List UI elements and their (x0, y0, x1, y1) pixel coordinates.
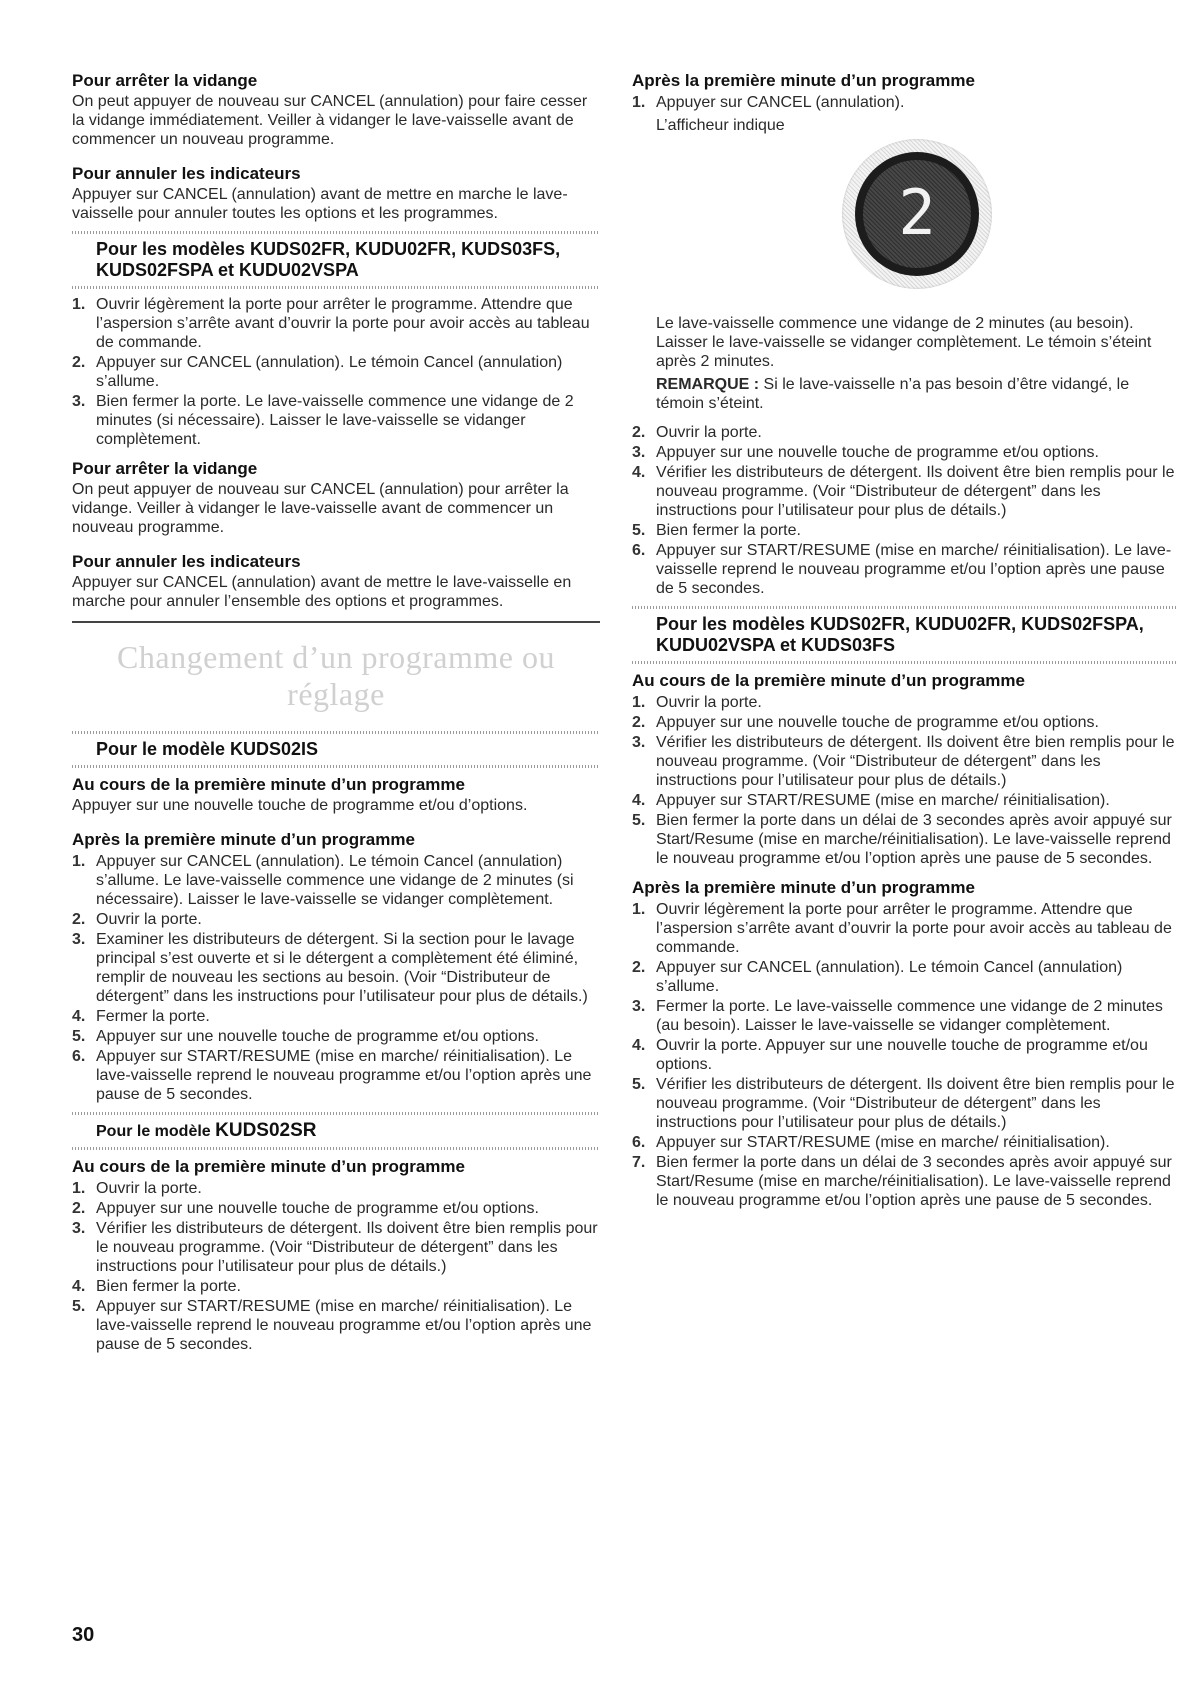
step-item (72, 1219, 600, 1276)
display-ring (855, 152, 979, 276)
model-box (72, 231, 600, 289)
section-heading: Pour annuler les indicateurs (72, 164, 301, 183)
dotted-divider (72, 1147, 600, 1150)
step-item (632, 900, 1177, 957)
step-text: Appuyer sur START/RESUME (mise en marche/ réinitialisation). Le lave-vaisselle reprend le nouveau programme et/ou l’option après une pause de 5 secondes. (656, 542, 1172, 597)
model-box (72, 1112, 600, 1150)
step-item (72, 295, 600, 352)
step-number: 3. (72, 931, 86, 948)
step-text: Ouvrir légèrement la porte pour arrêter le programme. Attendre que l’aspersion s’arrête avant d’ouvrir la porte pour avoir accès au tableau de commande. (656, 901, 1172, 956)
paragraph: Appuyer sur une nouvelle touche de programme et/ou d’options. (72, 797, 528, 814)
step-number: 2. (72, 911, 86, 928)
dotted-divider (632, 661, 1177, 664)
step-item (72, 1007, 600, 1026)
step-number: 5. (632, 1076, 646, 1093)
step-number: 2. (632, 424, 646, 441)
steps-list (632, 693, 1177, 868)
step-text: Bien fermer la porte. (656, 522, 801, 539)
section-title: Changement d’un programme ou réglage (117, 639, 555, 712)
steps-list (72, 1179, 600, 1354)
page-number: 30 (72, 1624, 95, 1646)
step-item (632, 1133, 1177, 1152)
paragraph: On peut appuyer de nouveau sur CANCEL (annulation) pour arrêter la vidange. Veiller à vidanger le lave-vaisselle avant de commencer un nouveau programme. (72, 481, 569, 536)
step-number: 7. (632, 1154, 646, 1171)
section-heading: Après la première minute d’un programme (72, 830, 415, 849)
step-item (632, 521, 1177, 540)
step-item (632, 811, 1177, 868)
step-text: Appuyer sur une nouvelle touche de programme et/ou options. (656, 714, 1099, 731)
step-number: 1. (72, 296, 86, 313)
step-number: 3. (72, 1220, 86, 1237)
step-number: 1. (632, 901, 646, 918)
step-item (632, 423, 1177, 442)
step-item (632, 463, 1177, 520)
steps-list (72, 852, 600, 1104)
step-text: Appuyer sur START/RESUME (mise en marche/ réinitialisation). (656, 1134, 1110, 1151)
step-number: 3. (632, 998, 646, 1015)
step-text: Appuyer sur une nouvelle touche de programme et/ou options. (656, 444, 1099, 461)
step-number: 5. (72, 1298, 86, 1315)
step-item (632, 713, 1177, 732)
model-title-code: KUDS02SR (215, 1120, 317, 1141)
section-heading: Au cours de la première minute d’un programme (72, 775, 465, 794)
step-text: Bien fermer la porte dans un délai de 3 secondes après avoir appuyé sur Start/Resume (mise en marche/réinitialisation). Le lave-vaisselle reprend le nouveau programme et/ou l’option après une pause de 5 secondes. (656, 812, 1172, 867)
step-item (72, 1277, 600, 1296)
step-number: 3. (72, 393, 86, 410)
step-text: Appuyer sur une nouvelle touche de programme et/ou options. (96, 1200, 539, 1217)
paragraph: Le lave-vaisselle commence une vidange de 2 minutes (au besoin). Laisser le lave-vaisselle se vidanger complètement. Le témoin s’éteint après 2 minutes. (656, 315, 1152, 370)
step-text: Ouvrir légèrement la porte pour arrêter le programme. Attendre que l’aspersion s’arrête avant d’ouvrir la porte pour avoir accès au tableau de commande. (96, 296, 590, 351)
step-number: 2. (632, 959, 646, 976)
remark-text: Si le lave-vaisselle n’a pas besoin d’être vidangé, le témoin s’éteint. (656, 376, 1130, 412)
step-item (72, 353, 600, 391)
step-number: 2. (72, 1200, 86, 1217)
step-number: 5. (72, 1028, 86, 1045)
step-text: Ouvrir la porte. (656, 424, 762, 441)
step-text: Appuyer sur START/RESUME (mise en marche/ réinitialisation). Le lave-vaisselle reprend le nouveau programme et/ou l’option après une pause de 5 secondes. (96, 1048, 592, 1103)
steps-list (72, 295, 600, 449)
step-text: Ouvrir la porte. (656, 694, 762, 711)
step-text: Vérifier les distributeurs de détergent. Ils doivent être bien remplis pour le nouveau programme. (Voir “Distributeur de détergent” dans les instructions pour l’utilisateur pour plus de détails.) (656, 1076, 1175, 1131)
step-number: 6. (632, 542, 646, 559)
step-item (632, 1075, 1177, 1132)
step-text: Ouvrir la porte. (96, 1180, 202, 1197)
step-text: Fermer la porte. (96, 1008, 210, 1025)
step-number: 1. (72, 1180, 86, 1197)
step-item (632, 1036, 1177, 1074)
step-number: 5. (632, 522, 646, 539)
left-column (72, 70, 600, 1355)
step-text: Appuyer sur START/RESUME (mise en marche/ réinitialisation). Le lave-vaisselle reprend le nouveau programme et/ou l’option après une pause de 5 secondes. (96, 1298, 592, 1353)
step-item (632, 693, 1177, 712)
step-text: Examiner les distributeurs de détergent. Si la section pour le lavage principal s’est ouverte et si le détergent a complètement été éliminé, remplir de nouveau les sections au besoin. (Voir “Distributeur de détergent” dans les instructions pour l’utilisateur pour plus de détails.) (96, 931, 588, 1005)
model-title: Pour les modèles KUDS02FR, KUDU02FR, KUDS03FS, KUDS02FSPA et KUDU02VSPA (96, 239, 561, 280)
display-caption: L’afficheur indique (656, 117, 785, 134)
step-item (72, 1297, 600, 1354)
step-text: Appuyer sur CANCEL (annulation). Le témoin Cancel (annulation) s’allume. Le lave-vaisselle commence une vidange de 2 minutes (si nécessaire). Laisser le lave-vaisselle se vidanger complètement. (96, 853, 574, 908)
paragraph: Appuyer sur CANCEL (annulation) avant de mettre en marche le lave-vaisselle pour annuler toutes les options et les programmes. (72, 186, 568, 222)
section-heading: Au cours de la première minute d’un programme (632, 671, 1025, 690)
step-item (632, 541, 1177, 598)
step-item (72, 852, 600, 909)
step-text: Appuyer sur une nouvelle touche de programme et/ou options. (96, 1028, 539, 1045)
display-digit: 2 (898, 176, 936, 249)
model-title: Pour le modèle KUDS02IS (96, 739, 319, 759)
step-text: Bien fermer la porte. Le lave-vaisselle commence une vidange de 2 minutes (si nécessaire). Laisser le lave-vaisselle se vidanger complètement. (96, 393, 574, 448)
step-item (632, 733, 1177, 790)
step-number: 1. (632, 694, 646, 711)
model-box (72, 731, 600, 768)
step-item (632, 791, 1177, 810)
paragraph: On peut appuyer de nouveau sur CANCEL (annulation) pour faire cesser la vidange immédiatement. Veiller à vidanger le lave-vaisselle avant de commencer un nouveau programme. (72, 93, 588, 148)
right-column (632, 70, 1177, 1211)
step-text: Appuyer sur CANCEL (annulation). (656, 94, 905, 111)
step-item (72, 910, 600, 929)
step-number: 5. (632, 812, 646, 829)
dotted-divider (72, 765, 600, 768)
steps-list (632, 93, 1177, 112)
step-number: 4. (632, 464, 646, 481)
step-number: 3. (632, 444, 646, 461)
section-heading: Après la première minute d’un programme (632, 878, 975, 897)
step-item (72, 1027, 600, 1046)
step-number: 1. (632, 94, 646, 111)
step-text: Appuyer sur START/RESUME (mise en marche/ réinitialisation). (656, 792, 1110, 809)
step-item (72, 930, 600, 1006)
section-heading: Pour arrêter la vidange (72, 459, 258, 478)
model-title-prefix: Pour le modèle (96, 1123, 216, 1140)
steps-list (632, 423, 1177, 598)
step-item (632, 93, 1177, 112)
step-number: 2. (632, 714, 646, 731)
section-heading: Pour arrêter la vidange (72, 71, 258, 90)
model-title (72, 1115, 600, 1147)
display-screen (863, 160, 971, 268)
step-item (632, 997, 1177, 1035)
step-item (632, 958, 1177, 996)
display-illustration (632, 135, 1177, 313)
step-number: 6. (72, 1048, 86, 1065)
step-text: Ouvrir la porte. Appuyer sur une nouvelle touche de programme et/ou options. (656, 1037, 1148, 1073)
step-item (632, 1153, 1177, 1210)
section-heading: Au cours de la première minute d’un programme (72, 1157, 465, 1176)
step-text: Appuyer sur CANCEL (annulation). Le témoin Cancel (annulation) s’allume. (656, 959, 1123, 995)
step-number: 1. (72, 853, 86, 870)
step-item (72, 1047, 600, 1104)
step-number: 4. (72, 1278, 86, 1295)
step-item (72, 1179, 600, 1198)
section-heading: Pour annuler les indicateurs (72, 552, 301, 571)
remark (632, 375, 1177, 413)
step-text: Fermer la porte. Le lave-vaisselle commence une vidange de 2 minutes (au besoin). Laisser le lave-vaisselle se vidanger complètement. (656, 998, 1163, 1034)
step-number: 4. (72, 1008, 86, 1025)
step-number: 3. (632, 734, 646, 751)
step-item (632, 443, 1177, 462)
step-text: Bien fermer la porte dans un délai de 3 secondes après avoir appuyé sur Start/Resume (mise en marche/réinitialisation). Le lave-vaisselle reprend le nouveau programme et/ou l’option après une pause de 5 secondes. (656, 1154, 1172, 1209)
model-title: Pour les modèles KUDS02FR, KUDU02FR, KUDS02FSPA, KUDU02VSPA et KUDS03FS (656, 614, 1144, 655)
step-text: Appuyer sur CANCEL (annulation). Le témoin Cancel (annulation) s’allume. (96, 354, 563, 390)
step-number: 6. (632, 1134, 646, 1151)
step-text: Vérifier les distributeurs de détergent. Ils doivent être bien remplis pour le nouveau programme. (Voir “Distributeur de détergent” dans les instructions pour l’utilisateur pour plus de détails.) (656, 464, 1175, 519)
model-box (632, 606, 1177, 664)
step-text: Vérifier les distributeurs de détergent. Ils doivent être bien remplis pour le nouveau programme. (Voir “Distributeur de détergent” dans les instructions pour l’utilisateur pour plus de détails.) (96, 1220, 598, 1275)
remark-label: REMARQUE : (656, 376, 760, 393)
dotted-divider (72, 286, 600, 289)
step-text: Vérifier les distributeurs de détergent. Ils doivent être bien remplis pour le nouveau programme. (Voir “Distributeur de détergent” dans les instructions pour l’utilisateur pour plus de détails.) (656, 734, 1175, 789)
step-number: 2. (72, 354, 86, 371)
step-item (72, 392, 600, 449)
step-number: 4. (632, 1037, 646, 1054)
step-item (72, 1199, 600, 1218)
step-number: 4. (632, 792, 646, 809)
step-text: Bien fermer la porte. (96, 1278, 241, 1295)
display-bezel (842, 139, 992, 289)
step-text: Ouvrir la porte. (96, 911, 202, 928)
section-heading: Après la première minute d’un programme (632, 71, 975, 90)
steps-list (632, 900, 1177, 1210)
paragraph: Appuyer sur CANCEL (annulation) avant de mettre le lave-vaisselle en marche pour annuler l’ensemble des options et programmes. (72, 574, 572, 610)
